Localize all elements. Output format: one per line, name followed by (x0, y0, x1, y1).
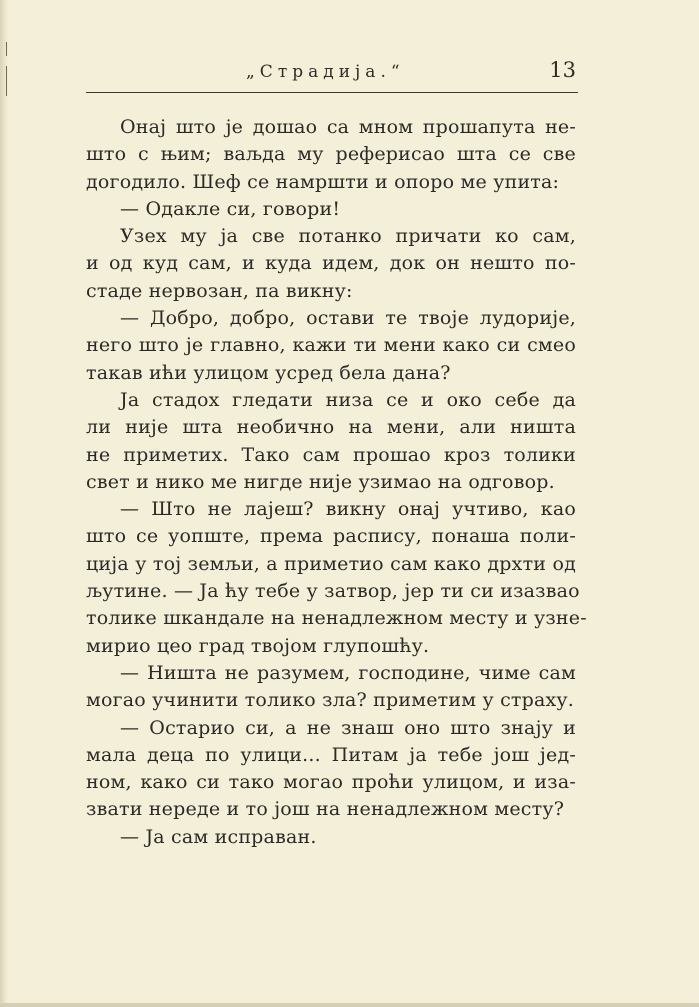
text-line: што с њим; ваљда му реферисао шта се све (86, 143, 576, 166)
text-line: мирио цео град твојом глупошћу. (86, 634, 430, 657)
text-line: што се уопште, према распису, понаша поли- (86, 525, 576, 548)
text-line: ција у тој земљи, а приметио сам како дрхти од (86, 552, 576, 575)
text-line: — Ја сам исправан. (120, 825, 317, 848)
text-line: него што је главно, кажи ти мени како си смео (86, 334, 576, 357)
text-line: Ја стадох гледати низа се и око себе да (120, 388, 576, 411)
page-gutter (0, 0, 9, 1007)
text-line: ном, како си тако могао проћи улицом, и иза- (86, 771, 576, 794)
text-line: могао учинити толико зла? приметим у страху. (86, 689, 575, 712)
text-line: не приметих. Тако сам прошао кроз толики (86, 443, 576, 466)
text-line: — Што не лајеш? викну онај учтиво, као (120, 498, 576, 521)
text-line: звати нереде и то још на ненадлежном месту? (86, 798, 565, 821)
page-number: 13 (549, 58, 576, 82)
text-line: свет и нико ме нигде није узимао на одговор. (86, 470, 555, 493)
text-line: — Ништа не разумем, господине, чиме сам (120, 661, 576, 684)
text-line: Онај што је дошао са мном прошапута не- (120, 116, 576, 138)
binding-mark (6, 66, 7, 96)
text-line: и од куд сам, и куда идем, док он нешто по- (86, 252, 576, 275)
text-line: мала деца по улици... Питам ја тебе још јед- (86, 743, 576, 766)
page-body-text (86, 114, 587, 851)
text-line: Узех му ја све потанко причати ко сам, (120, 225, 576, 248)
running-title: „Страдија.“ (246, 62, 405, 82)
text-line: љутине. — Ја ћу тебе у затвор, јер ти си изазвао (86, 580, 580, 603)
text-line: — Остарио си, а не знаш оно што знају и (120, 716, 576, 739)
text-line: догодило. Шеф се намршти и опоро ме упита: (86, 170, 560, 193)
binding-mark (6, 42, 7, 56)
text-line: — Одакле си, говори! (120, 197, 341, 220)
text-line: такав ићи улицом усред бела дана? (86, 361, 451, 384)
text-line: ли није шта необично на мени, али ништа (86, 416, 576, 439)
page-header (86, 56, 578, 93)
page-bottom-edge (0, 1003, 699, 1007)
text-line: стаде нервозан, па викну: (86, 279, 353, 302)
text-line: — Добро, добро, остави те твоје лудорије, (120, 307, 576, 330)
text-line: толике шкандале на ненадлежном месту и узне- (86, 607, 587, 630)
